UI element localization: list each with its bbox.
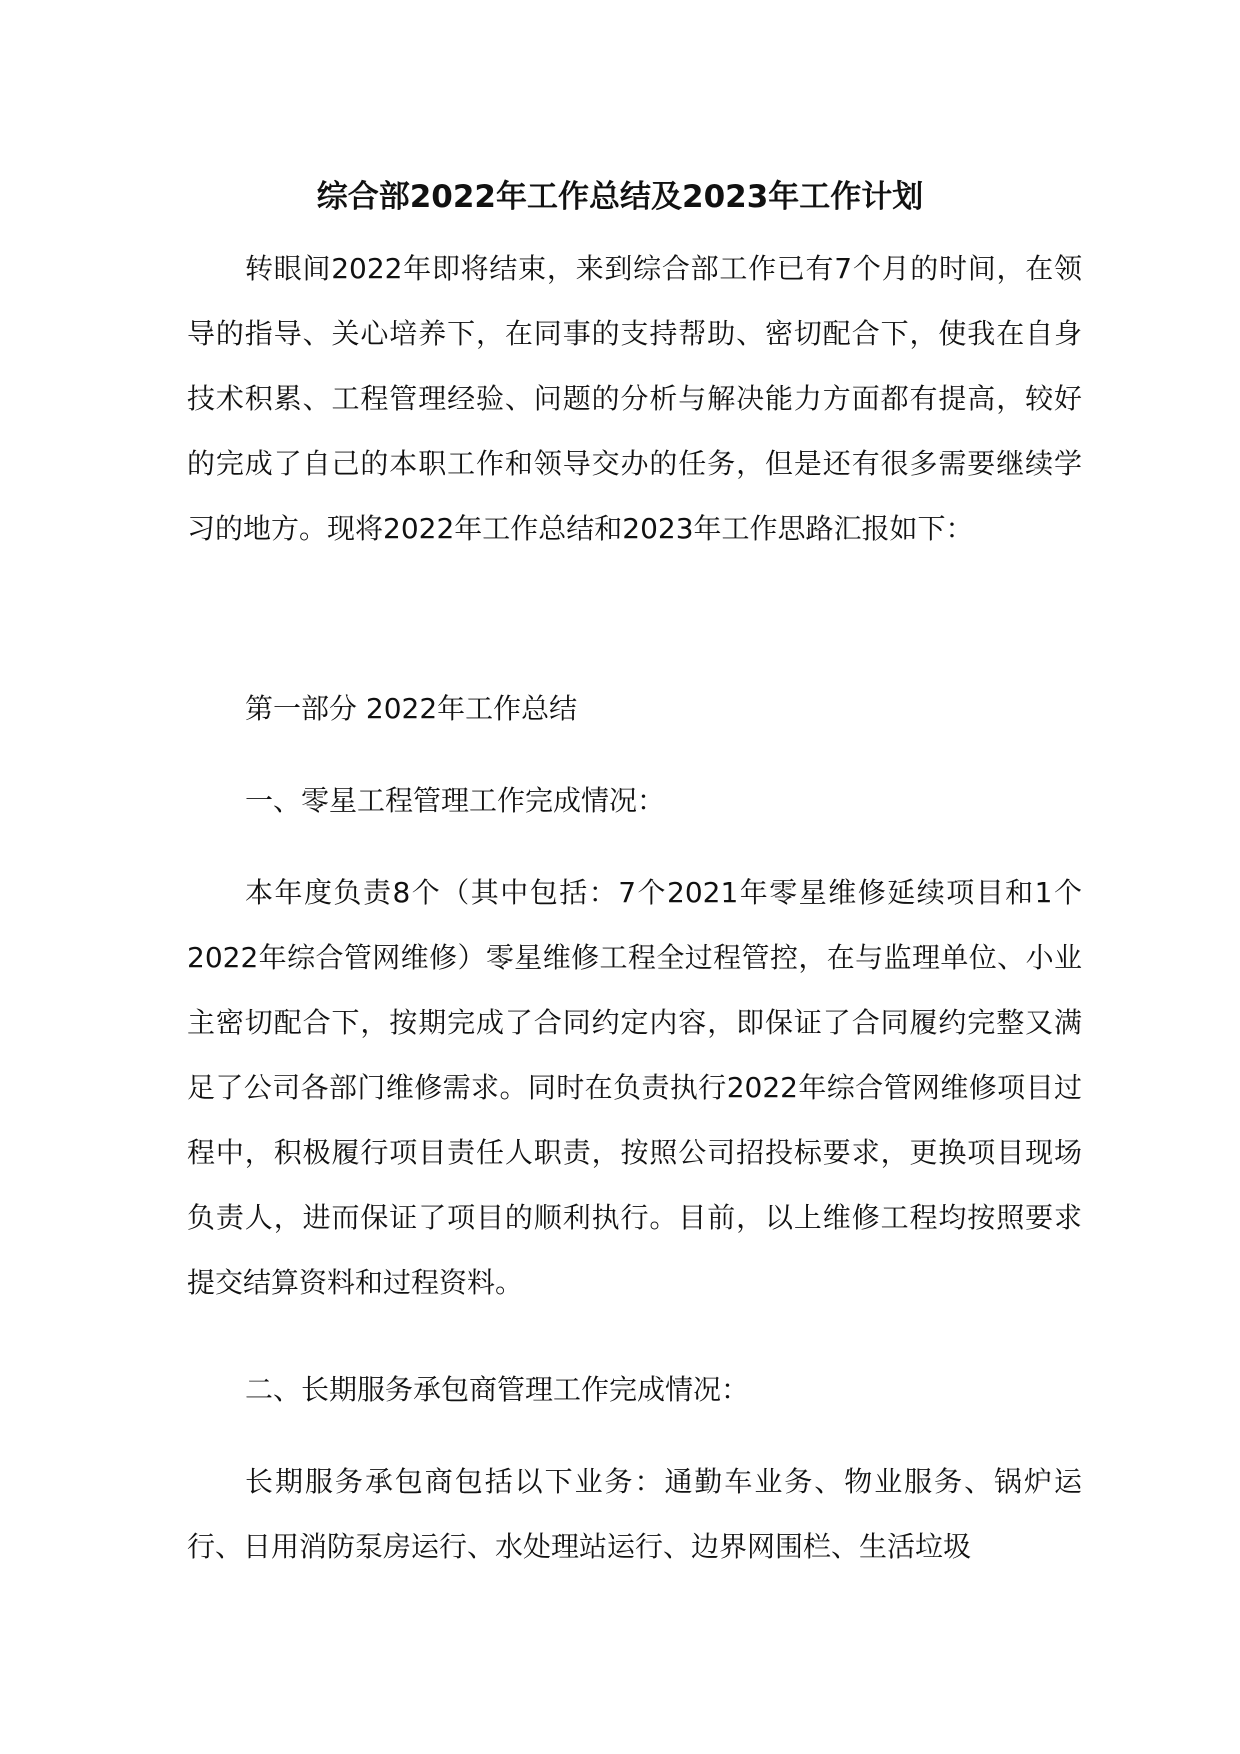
document-title: 综合部2022年工作总结及2023年工作计划 — [316, 179, 924, 215]
intro-paragraph: 转眼间2022年即将结束，来到综合部工作已有7个月的时间，在领导的指导、关心培养下，在同事的支持帮助、密切配合下，使我在自身技术积累、工程管理经验、问题的分析与解决能力方面都有提高，较好的完成了自己的本职工作和领导交办的任务，但是还有很多需要继续学习的地方。现将2022年工作总结和2023年工作思路汇报如下： — [187, 252, 1082, 545]
section-two-body: 长期服务承包商包括以下业务：通勤车业务、物业服务、锅炉运行、日用消防泵房运行、水处理站运行、边界网围栏、生活垃圾 — [187, 1465, 1082, 1563]
section-one-body: 本年度负责8个（其中包括：7个2021年零星维修延续项目和1个2022年综合管网维修）零星维修工程全过程管控，在与监理单位、小业主密切配合下，按期完成了合同约定内容，即保证了合同履约完整又满足了公司各部门维修需求。同时在负责执行2022年综合管网维修项目过程中，积极履行项目责任人职责，按照公司招投标要求，更换项目现场负责人，进而保证了项目的顺利执行。目前，以上维修工程均按照要求提交结算资料和过程资料。 — [187, 876, 1082, 1299]
section-two-heading: 二、长期服务承包商管理工作完成情况： — [245, 1373, 750, 1406]
part-one-heading: 第一部分 2022年工作总结 — [245, 692, 578, 725]
section-one-heading: 一、零星工程管理工作完成情况： — [245, 784, 666, 817]
